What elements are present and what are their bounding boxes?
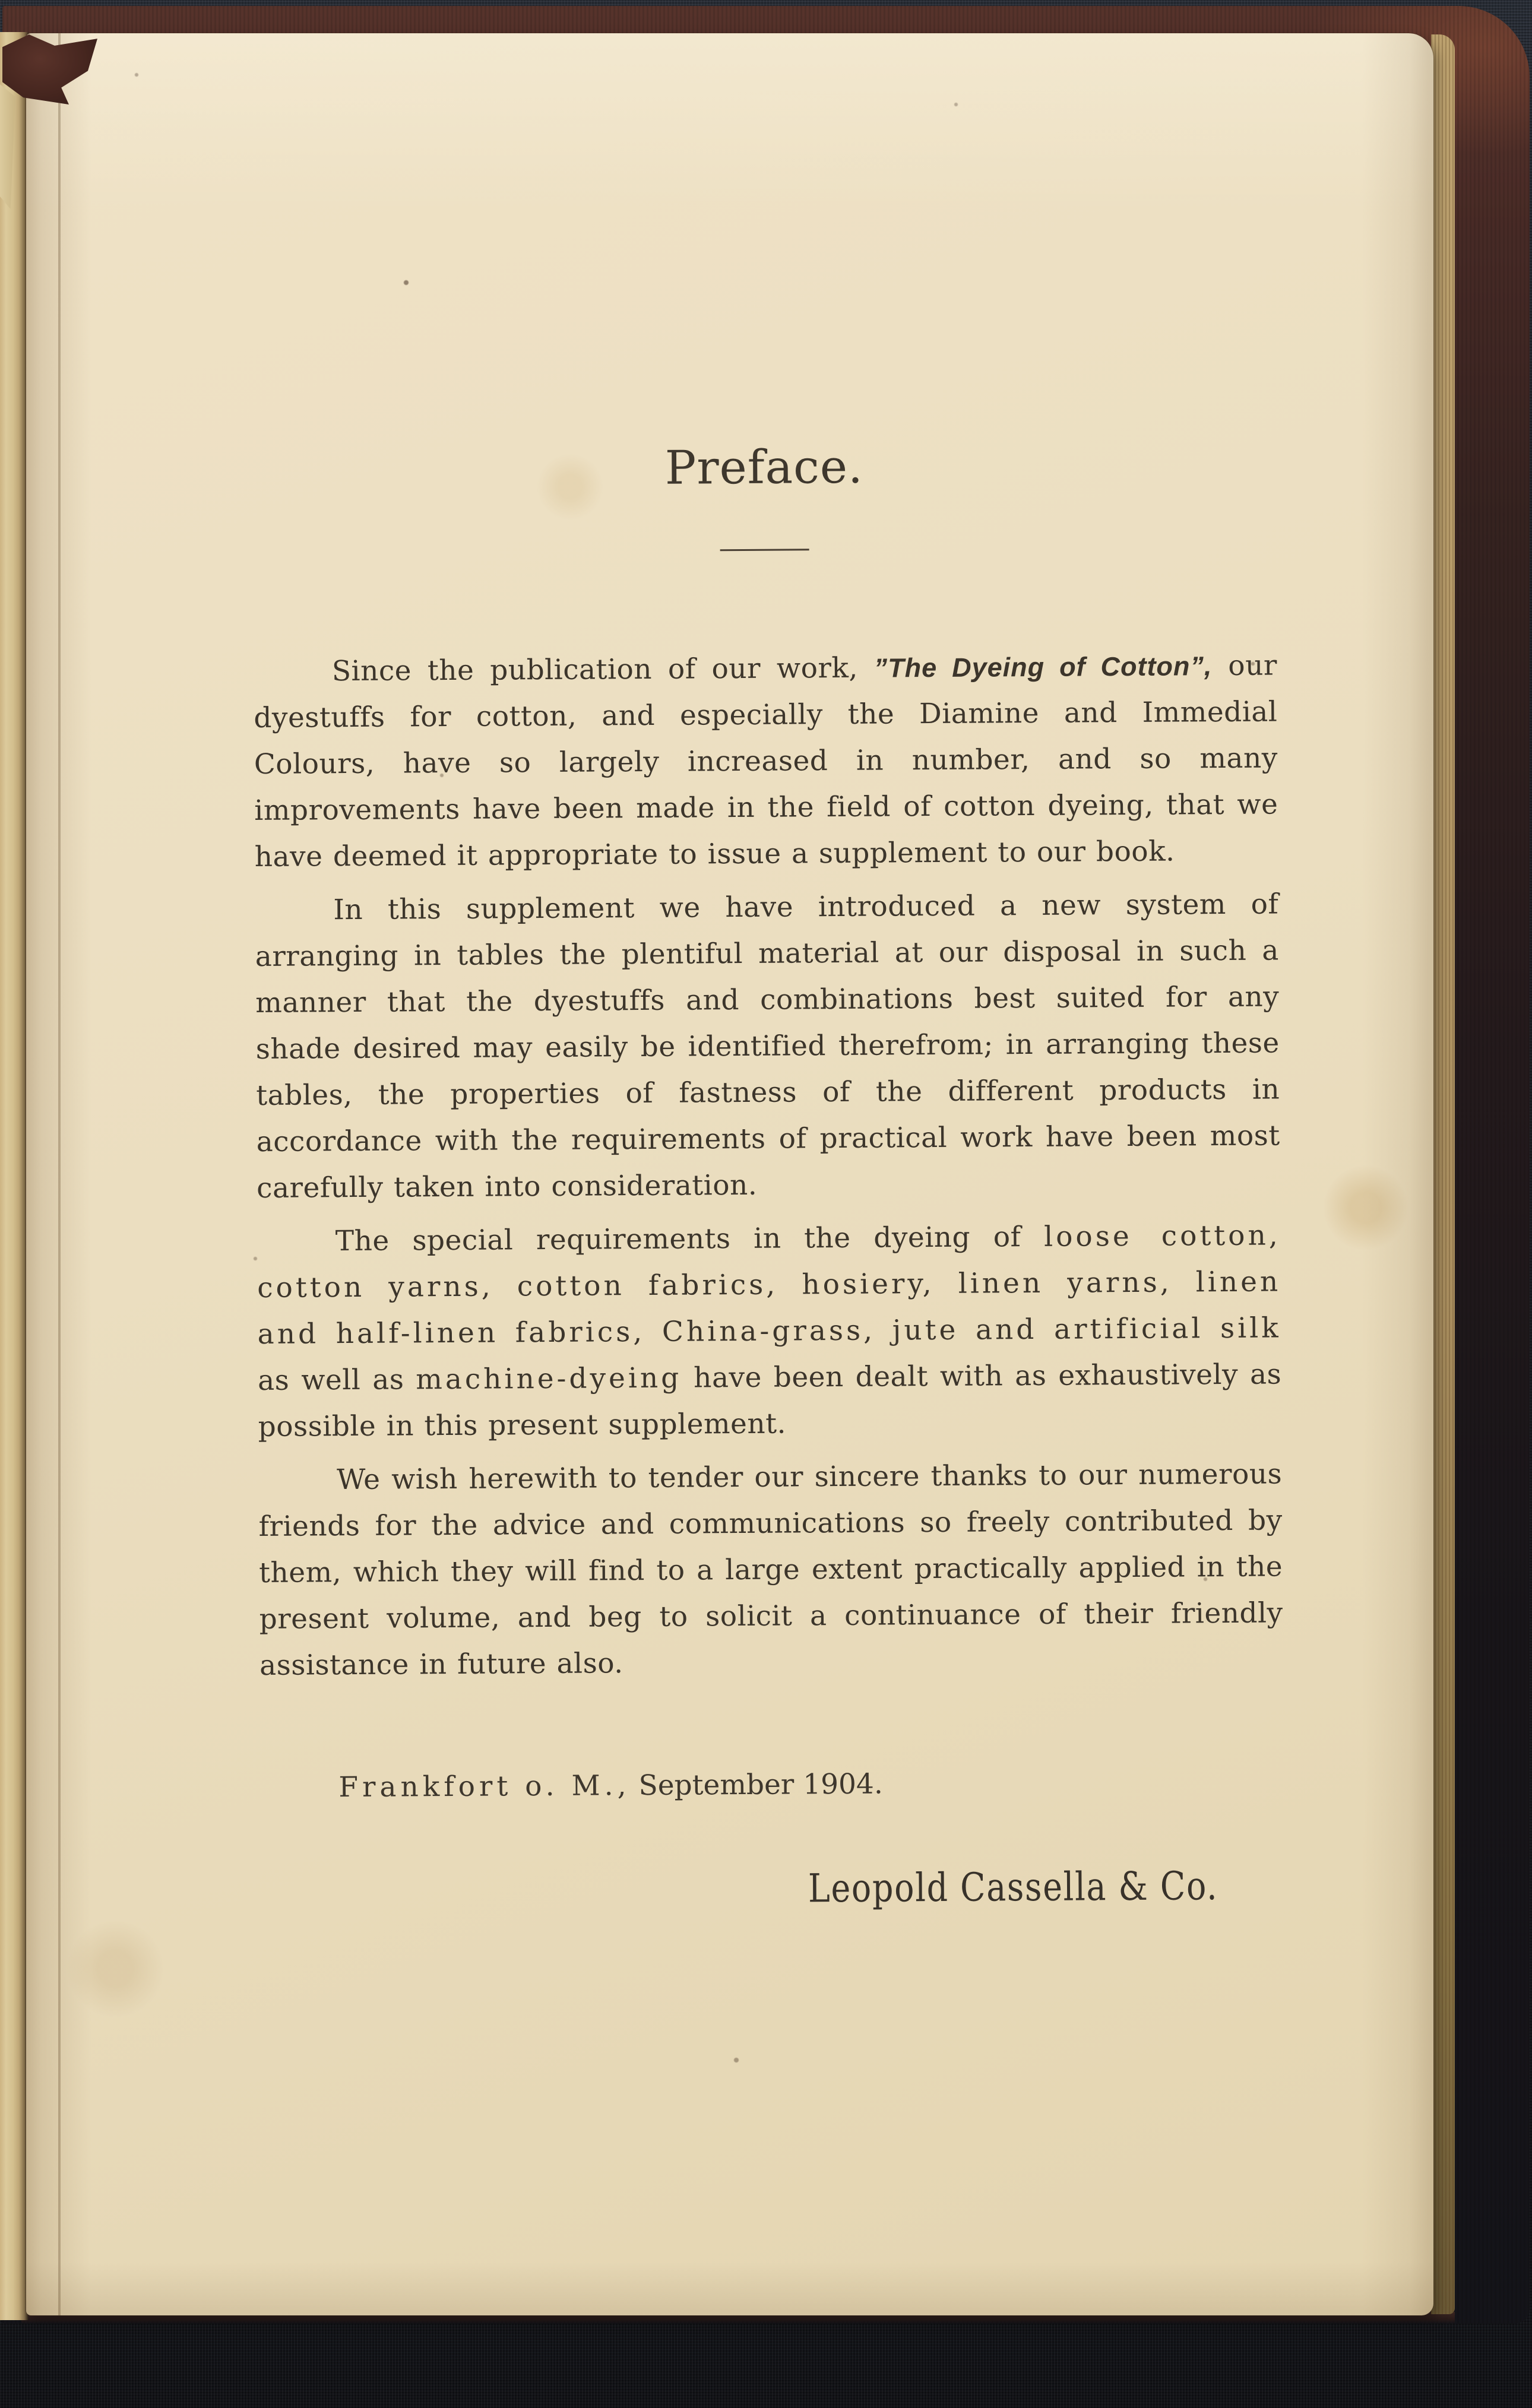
text-segment: In this supplement we have introduced a new system of arranging in tables the plentiful material at our disposal in such a manner that the dyestuffs and combinations best suited for any shade desired may easily be identified therefrom; in arranging these tables, the properties of fastness of the different products in accordance with the requirements of practical work have been most carefully taken into consideration.: [255, 888, 1280, 1205]
text-segment: our dyestuffs for cotton, and especially the Diamine and Immedial Colours, have so largely increased in number, and so many improvements have been made in the field of cotton dyeing, that we have deemed it appropriate to issue a supplement to our book.: [254, 649, 1278, 874]
text-segment: have been dealt with as exhaustively as possible in this present supplement.: [258, 1358, 1282, 1443]
page-title: Preface.: [664, 440, 864, 495]
dateline: [338, 1759, 1284, 1811]
text-segment: loose cotton, cotton yarns, cotton fabrics, hosiery, linen yarns, linen and half-linen fabrics, China-grass, jute and artificial silk: [257, 1219, 1281, 1351]
text-segment: machine-dyeing: [416, 1361, 682, 1396]
paragraph: [258, 1451, 1283, 1689]
book-page: [26, 33, 1433, 2315]
publisher-signature: Leopold Cassella & Co.: [808, 1863, 1218, 1912]
text-segment: as well as: [258, 1363, 416, 1397]
dateline-place: Frankfort o. M.,: [338, 1769, 631, 1804]
dateline-date: September 1904.: [638, 1767, 883, 1802]
text-segment: Since the publication of our work,: [331, 651, 874, 688]
page-content: [249, 27, 1284, 1913]
text-segment: The special requirements in the dyeing of: [335, 1220, 1044, 1258]
preface-paragraphs: [254, 642, 1284, 1688]
text-segment: We wish herewith to tender our sincere thanks to our numerous friends for the advice and communications so freely contributed by them, which they will find to a large extent practically applied in the present volume, and beg to solicit a continuance of their friendly assistance in future also.: [258, 1458, 1283, 1682]
paragraph: [257, 1212, 1282, 1450]
gutter-page-edges: [0, 32, 29, 2320]
page-stack-fore-edge: [1431, 34, 1455, 2314]
text-segment: ”The Dyeing of Cotton”,: [873, 651, 1213, 683]
title-divider-rule: [720, 549, 809, 551]
paragraph: [254, 642, 1278, 880]
signature-row: [261, 1864, 1284, 1913]
paragraph: [255, 881, 1280, 1212]
